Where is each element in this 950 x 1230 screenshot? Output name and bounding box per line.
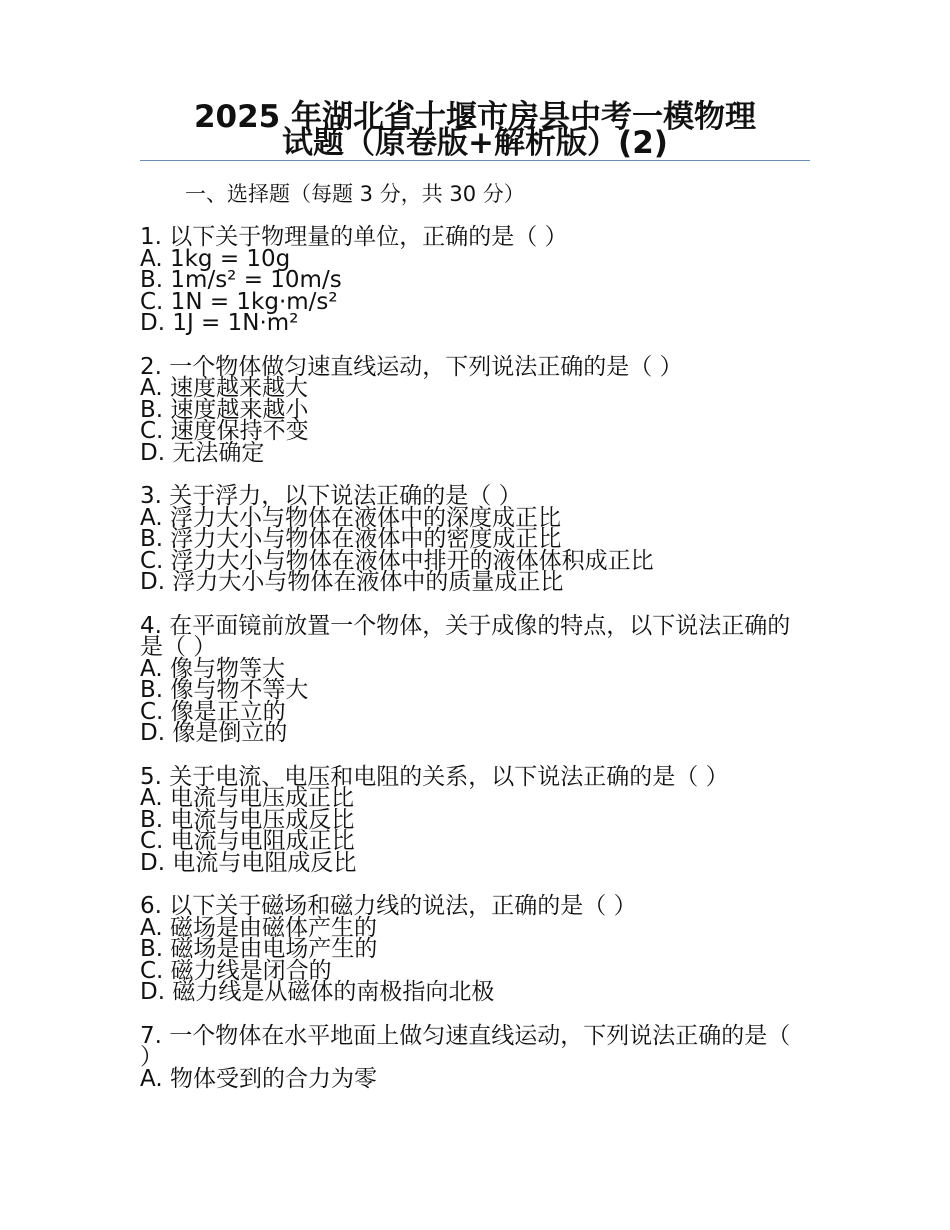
question-stem: 6. 以下关于磁场和磁力线的说法，正确的是（ ） [140,893,637,919]
title-divider [140,160,810,161]
option-c: C. 速度保持不变 [140,418,309,444]
question-stem: 2. 一个物体做匀速直线运动，下列说法正确的是（ ） [140,353,683,380]
option-a: A. 电流与电压成正比 [140,785,354,811]
question-6 [140,893,810,1005]
option-b: B. 1m/s² = 10m/s [140,267,342,293]
option-a: A. 1kg = 10g [140,245,291,272]
question-2 [140,353,810,466]
option-b: B. 磁场是由电场产生的 [140,936,378,962]
section-heading: 一、选择题（每题 3 分，共 30 分） [185,182,525,206]
option-d: D. 像是倒立的 [140,720,288,746]
option-c: C. 电流与电阻成正比 [140,828,355,854]
option-b: B. 电流与电压成反比 [140,806,355,833]
option-c: C. 像是正立的 [140,698,286,725]
option-c: C. 磁力线是闭合的 [140,957,332,984]
title-line-1: 2025 年湖北省十堰市房县中考一模物理 [193,99,757,135]
title-line-2: 试题（原卷版+解析版）(2) [282,125,668,161]
option-a: A. 物体受到的合力为零 [140,1065,377,1092]
option-d: D. 磁力线是从磁体的南极指向北极 [140,979,495,1005]
option-a: A. 磁场是由磁体产生的 [140,914,377,941]
question-stem: 3. 关于浮力，以下说法正确的是（ ） [140,483,522,509]
option-d: D. 1J = 1N·m² [140,310,299,336]
option-a: A. 像与物等大 [140,655,285,682]
option-a: A. 浮力大小与物体在液体中的深度成正比 [140,504,561,531]
option-c: C. 浮力大小与物体在液体中排开的液体体积成正比 [140,547,654,574]
question-3 [140,483,810,595]
question-4 [140,612,810,746]
option-d: D. 浮力大小与物体在液体中的质量成正比 [140,569,564,595]
option-a: A. 速度越来越大 [140,375,308,401]
option-d: D. 无法确定 [140,439,265,466]
option-b: B. 浮力大小与物体在液体中的密度成正比 [140,526,562,552]
question-stem: 5. 关于电流、电压和电阻的关系，以下说法正确的是（ ） [140,763,729,790]
question-1 [140,224,810,336]
option-b: B. 像与物不等大 [140,677,309,703]
question-list [140,224,810,1112]
question-5 [140,763,810,876]
option-d: D. 电流与电阻成反比 [140,849,357,876]
question-stem: 7. 一个物体在水平地面上做匀速直线运动，下列说法正确的是（ ） [140,1022,791,1070]
question-stem: 1. 以下关于物理量的单位，正确的是（ ） [140,224,568,250]
question-7 [140,1022,810,1092]
question-stem: 4. 在平面镜前放置一个物体，关于成像的特点，以下说法正确的是（ ） [140,612,791,660]
option-c: C. 1N = 1kg·m/s² [140,288,338,315]
option-b: B. 速度越来越小 [140,396,309,423]
document-title [140,99,810,161]
